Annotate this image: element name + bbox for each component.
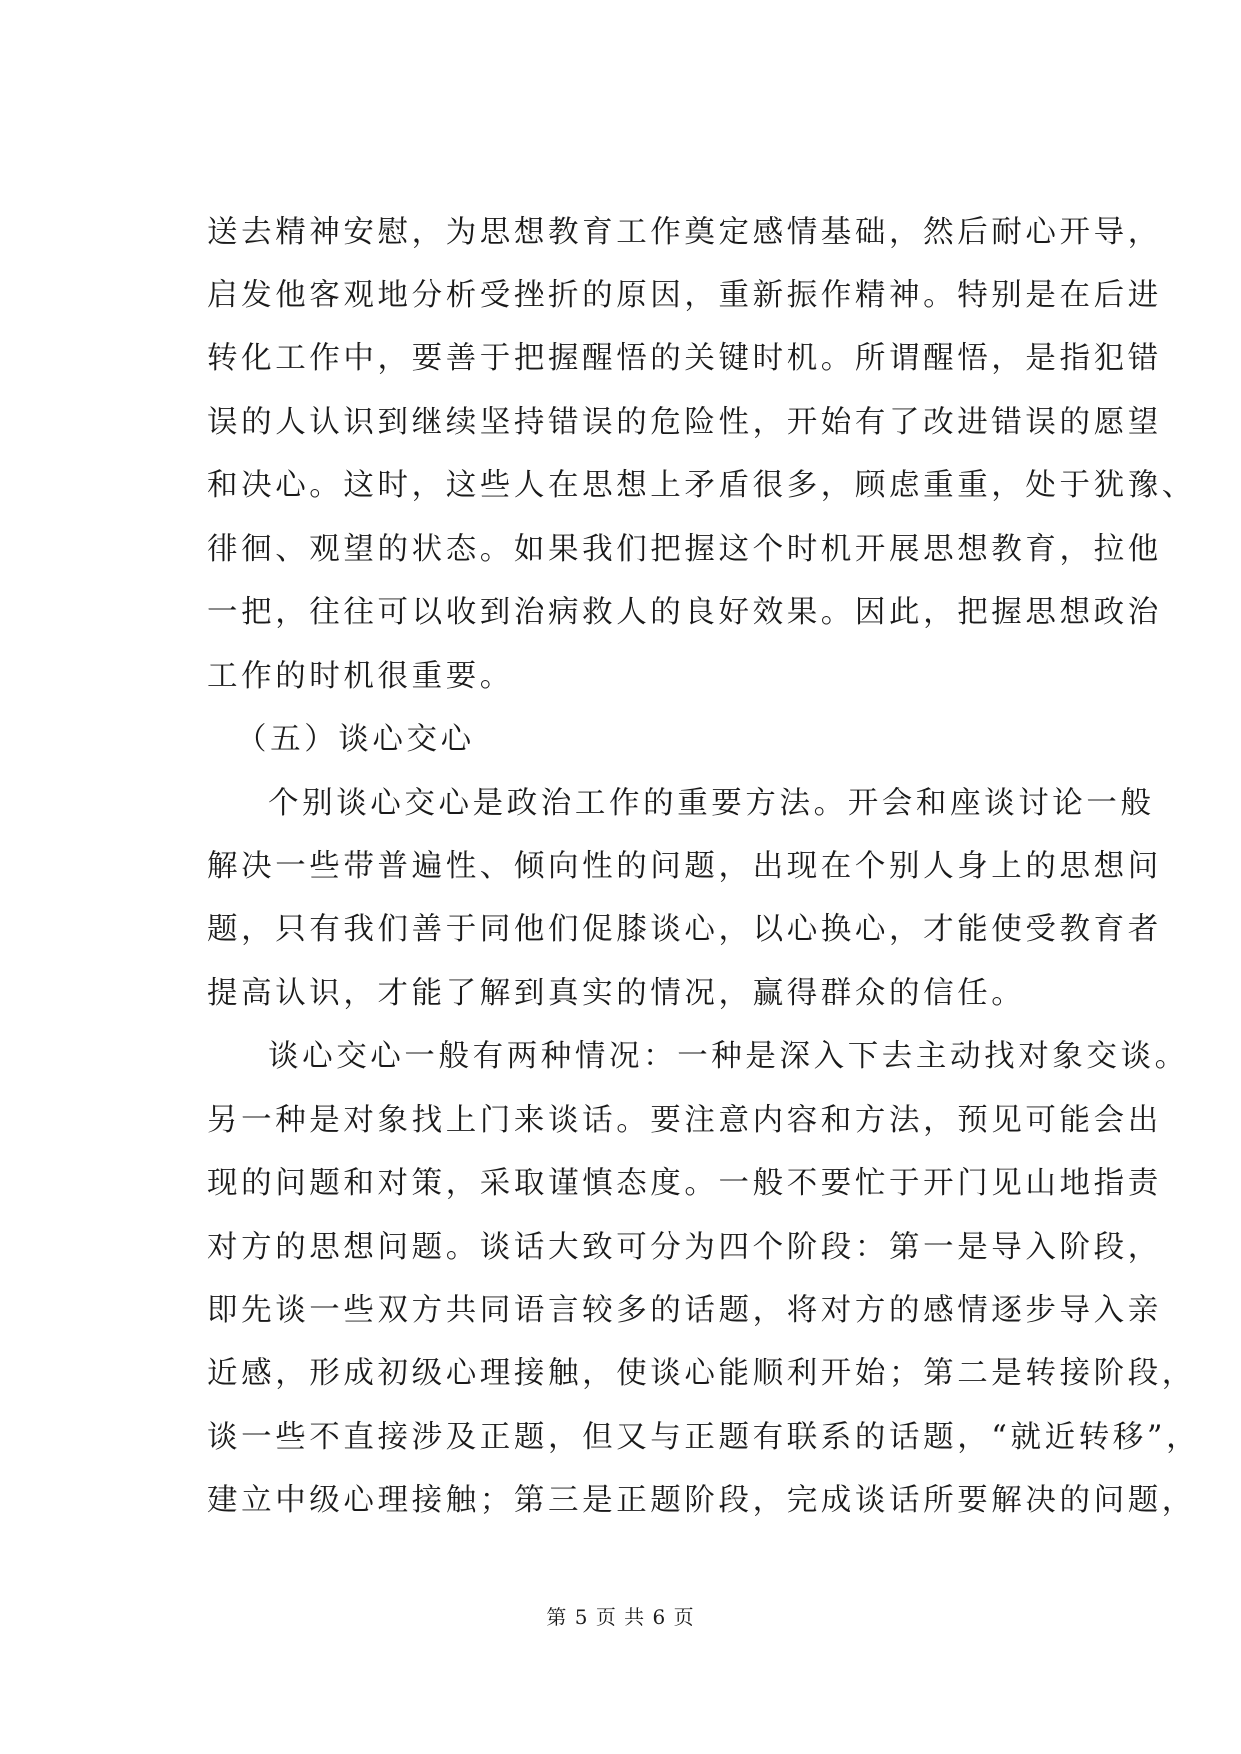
paragraph-start-2: 谈心交心一般有两种情况：一种是深入下去主动找对象交谈。 bbox=[268, 1039, 1189, 1074]
text-line-19: 近感，形成初级心理接触，使谈心能顺利开始；第二是转接阶段， bbox=[207, 1356, 1196, 1391]
paragraph-start-1: 个别谈心交心是政治工作的重要方法。开会和座谈讨论一般 bbox=[268, 786, 1155, 821]
text-line-13: 提高认识，才能了解到真实的情况，赢得群众的信任。 bbox=[207, 976, 1026, 1011]
text-line-15: 另一种是对象找上门来谈话。要注意内容和方法，预见可能会出 bbox=[207, 1103, 1162, 1138]
text-line-17: 对方的思想问题。谈话大致可分为四个阶段：第一是导入阶段， bbox=[207, 1230, 1162, 1265]
text-line-11: 解决一些带普遍性、倾向性的问题，出现在个别人身上的思想问 bbox=[207, 849, 1162, 884]
text-line-7: 一把，往往可以收到治病救人的良好效果。因此，把握思想政治 bbox=[207, 595, 1162, 630]
text-line-21: 建立中级心理接触；第三是正题阶段，完成谈话所要解决的问题， bbox=[207, 1483, 1196, 1518]
text-line-4: 误的人认识到继续坚持错误的危险性，开始有了改进错误的愿望 bbox=[207, 405, 1162, 440]
page-footer: 第 5 页 共 6 页 bbox=[546, 1605, 695, 1629]
text-line-2: 启发他客观地分析受挫折的原因，重新振作精神。特别是在后进 bbox=[207, 278, 1162, 313]
text-line-16: 现的问题和对策，采取谨慎态度。一般不要忙于开门见山地指责 bbox=[207, 1166, 1162, 1201]
section-heading: （五）谈心交心 bbox=[236, 722, 475, 757]
text-line-18: 即先谈一些双方共同语言较多的话题，将对方的感情逐步导入亲 bbox=[207, 1293, 1162, 1328]
text-line-6: 徘徊、观望的状态。如果我们把握这个时机开展思想教育，拉他 bbox=[207, 532, 1162, 567]
text-line-8: 工作的时机很重要。 bbox=[207, 659, 514, 694]
text-line-3: 转化工作中，要善于把握醒悟的关键时机。所谓醒悟，是指犯错 bbox=[207, 341, 1162, 376]
text-line-12: 题，只有我们善于同他们促膝谈心，以心换心，才能使受教育者 bbox=[207, 912, 1162, 947]
text-line-5: 和决心。这时，这些人在思想上矛盾很多，顾虑重重，处于犹豫、 bbox=[207, 468, 1196, 503]
text-line-20: 谈一些不直接涉及正题，但又与正题有联系的话题，“就近转移”， bbox=[207, 1420, 1201, 1455]
text-line-1: 送去精神安慰，为思想教育工作奠定感情基础，然后耐心开导， bbox=[207, 215, 1162, 250]
